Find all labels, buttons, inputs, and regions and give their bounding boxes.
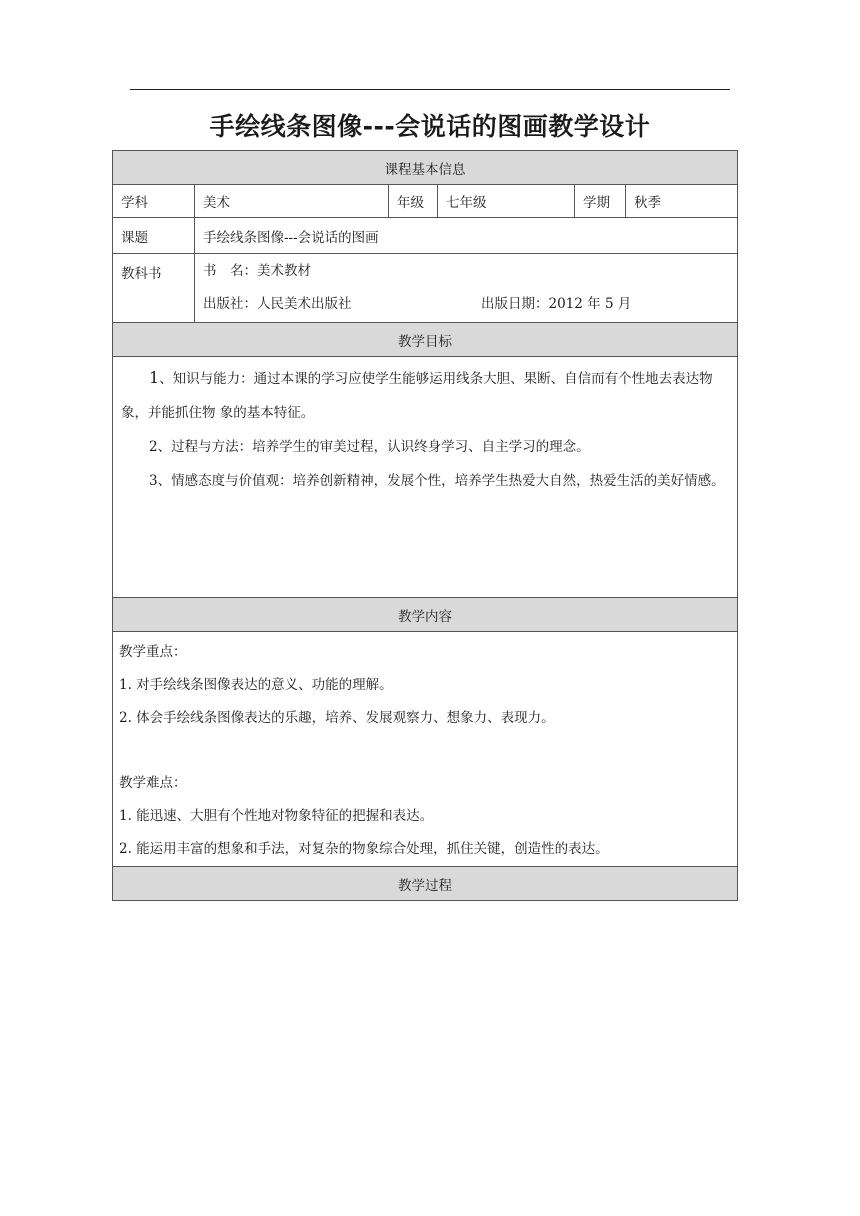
subject-value: 美术 bbox=[195, 185, 389, 218]
textbook-row bbox=[113, 254, 738, 323]
term-value: 秋季 bbox=[626, 185, 738, 218]
key-point-1: 1. 对手绘线条图像表达的意义、功能的理解。 bbox=[119, 677, 393, 693]
key-points-label: 教学重点： bbox=[119, 644, 187, 660]
difficult-point-1: 1. 能迅速、大胆有个性地对物象特征的把握和表达。 bbox=[119, 808, 434, 824]
subject-label: 学科 bbox=[113, 185, 195, 218]
teaching-content bbox=[113, 632, 738, 867]
topic-value: 手绘线条图像---会说话的图画 bbox=[195, 218, 738, 254]
subject-row bbox=[113, 185, 738, 218]
section-objectives-header: 教学目标 bbox=[113, 323, 738, 357]
difficult-points-label: 教学难点： bbox=[119, 775, 187, 791]
difficult-point-2: 2. 能运用丰富的想象和手法，对复杂的物象综合处理，抓住关键，创造性的表达。 bbox=[119, 841, 609, 857]
section-basic-info-header: 课程基本信息 bbox=[113, 151, 738, 185]
objective-item-1 bbox=[121, 361, 729, 430]
grade-value: 七年级 bbox=[438, 185, 575, 218]
document-title: 手绘线条图像---会说话的图画教学设计 bbox=[209, 112, 651, 141]
publisher-label: 出版社： bbox=[203, 296, 257, 312]
textbook-details bbox=[195, 254, 738, 323]
textbook-label: 教科书 bbox=[113, 254, 195, 323]
objective-item-3: 3、情感态度与价值观：培养创新精神，发展个性，培养学生热爱大自然，热爱生活的美好情感。 bbox=[149, 473, 725, 489]
book-name-line bbox=[203, 262, 729, 281]
publisher-line bbox=[203, 295, 729, 314]
objectives-content bbox=[113, 357, 738, 598]
objective-item-2: 2、过程与方法：培养学生的审美过程，认识终身学习、自主学习的理念。 bbox=[149, 439, 590, 455]
topic-label: 课题 bbox=[113, 218, 195, 254]
objective-item-1-number: 1 bbox=[149, 368, 160, 387]
publisher-value: 人民美术出版社 bbox=[257, 296, 352, 312]
spacer bbox=[119, 735, 731, 767]
topic-row bbox=[113, 218, 738, 254]
pub-date-value: 2012 年 5 月 bbox=[548, 296, 632, 312]
objective-item-1-text: 、知识与能力：通过本课的学习应使学生能够运用线条大胆、果断、自信而有个性地去表达物象，并能抓住物 象的基本特征。 bbox=[121, 371, 713, 421]
book-name-label: 书 名： bbox=[203, 263, 257, 279]
book-name-value: 美术教材 bbox=[257, 263, 311, 279]
header-rule bbox=[130, 89, 730, 90]
section-content-header: 教学内容 bbox=[113, 598, 738, 632]
section-process-header: 教学过程 bbox=[113, 867, 738, 901]
pub-date-label: 出版日期： bbox=[481, 296, 549, 312]
term-label: 学期 bbox=[575, 185, 626, 218]
grade-label: 年级 bbox=[389, 185, 438, 218]
lesson-plan-table bbox=[112, 150, 738, 901]
key-point-2: 2. 体会手绘线条图像表达的乐趣，培养、发展观察力、想象力、表现力。 bbox=[119, 710, 555, 726]
